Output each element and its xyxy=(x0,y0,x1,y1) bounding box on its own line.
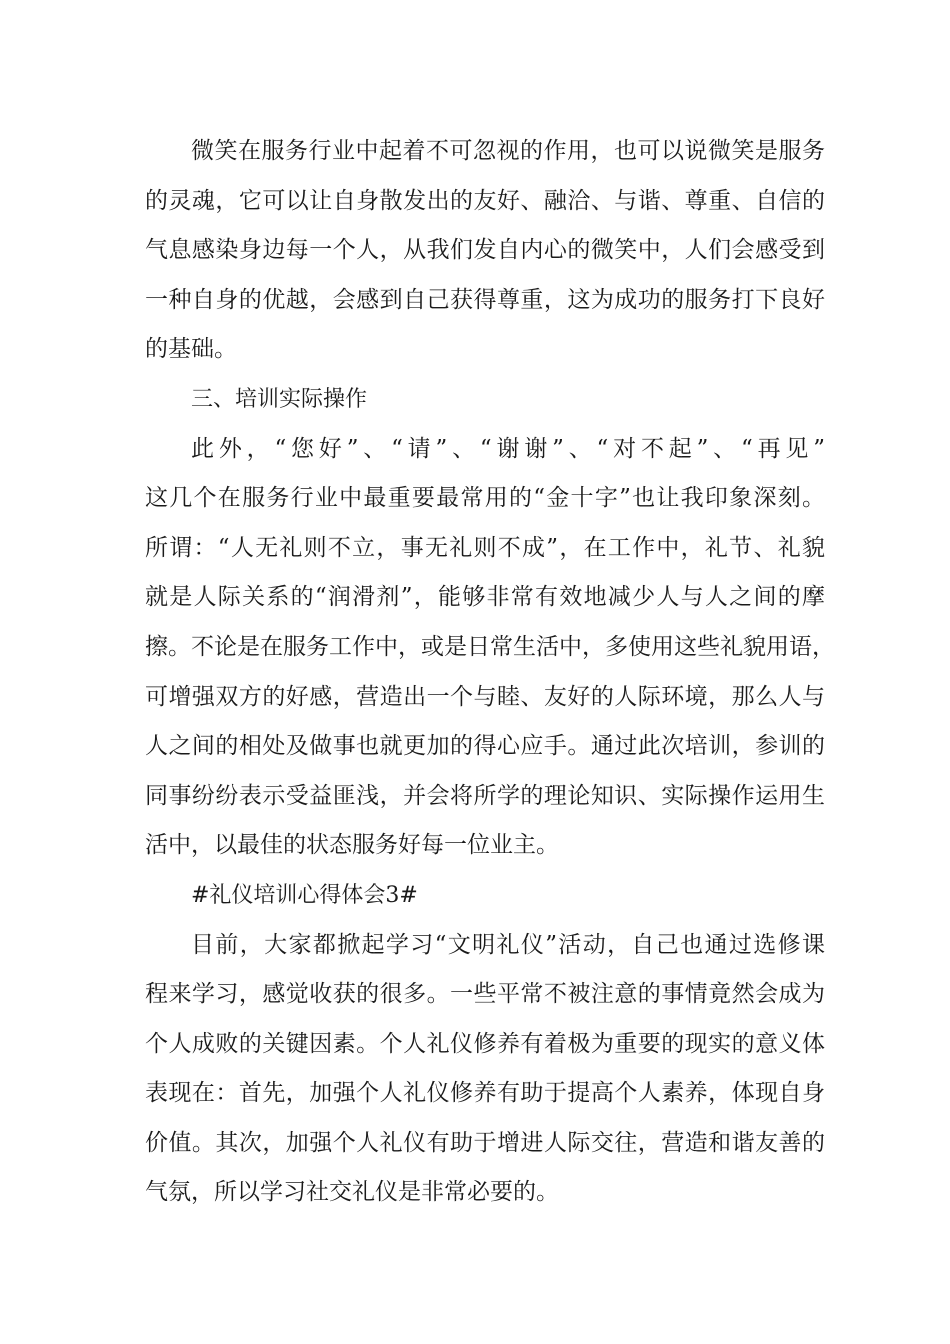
text-line: 气氛，所以学习社交礼仪是非常必要的。 xyxy=(145,1179,559,1206)
text-line: 一种自身的优越，会感到自己获得尊重，这为成功的服务打下良好 xyxy=(145,286,825,313)
text-line: 同事纷纷表示受益匪浅，并会将所学的理论知识、实际操作运用生 xyxy=(145,782,825,809)
text-line: 的灵魂，它可以让自身散发出的友好、融洽、与谐、尊重、自信的 xyxy=(145,187,825,214)
document-body xyxy=(145,127,835,1218)
text-line: 价值。其次，加强个人礼仪有助于增进人际交往，营造和谐友善的 xyxy=(145,1129,825,1156)
text-line: 个人成败的关键因素。个人礼仪修养有着极为重要的现实的意义体 xyxy=(145,1030,825,1057)
text-line: 的基础。 xyxy=(145,336,237,363)
text-line: 目前，大家都掀起学习“文明礼仪”活动，自己也通过选修课 xyxy=(191,931,825,958)
text-line: 人之间的相处及做事也就更加的得心应手。通过此次培训，参训的 xyxy=(145,733,825,760)
text-line: 所谓：“人无礼则不立，事无礼则不成”，在工作中，礼节、礼貌 xyxy=(145,534,825,561)
text-line: 擦。不论是在服务工作中，或是日常生活中，多使用这些礼貌用语， xyxy=(145,633,835,660)
section-heading: 三、培训实际操作 xyxy=(191,386,368,412)
text-line: 程来学习，感觉收获的很多。一些平常不被注意的事情竟然会成为 xyxy=(145,981,825,1008)
text-line: 就是人际关系的“润滑剂”，能够非常有效地减少人与人之间的摩 xyxy=(145,584,825,611)
text-line: 可增强双方的好感，营造出一个与睦、友好的人际环境，那么人与 xyxy=(145,683,825,710)
text-line: 此外，“您好”、“请”、“谢谢”、“对不起”、“再见” xyxy=(191,435,825,462)
text-line: 这几个在服务行业中最重要最常用的“金十字”也让我印象深刻。 xyxy=(145,485,825,512)
text-line: 微笑在服务行业中起着不可忽视的作用，也可以说微笑是服务 xyxy=(191,138,825,164)
section-heading: #礼仪培训心得体会3# xyxy=(191,882,418,908)
text-line: 表现在：首先，加强个人礼仪修养有助于提高个人素养，体现自身 xyxy=(145,1080,825,1107)
text-line: 活中，以最佳的状态服务好每一位业主。 xyxy=(145,832,559,859)
text-line: 气息感染身边每一个人，从我们发自内心的微笑中，人们会感受到 xyxy=(145,237,825,264)
